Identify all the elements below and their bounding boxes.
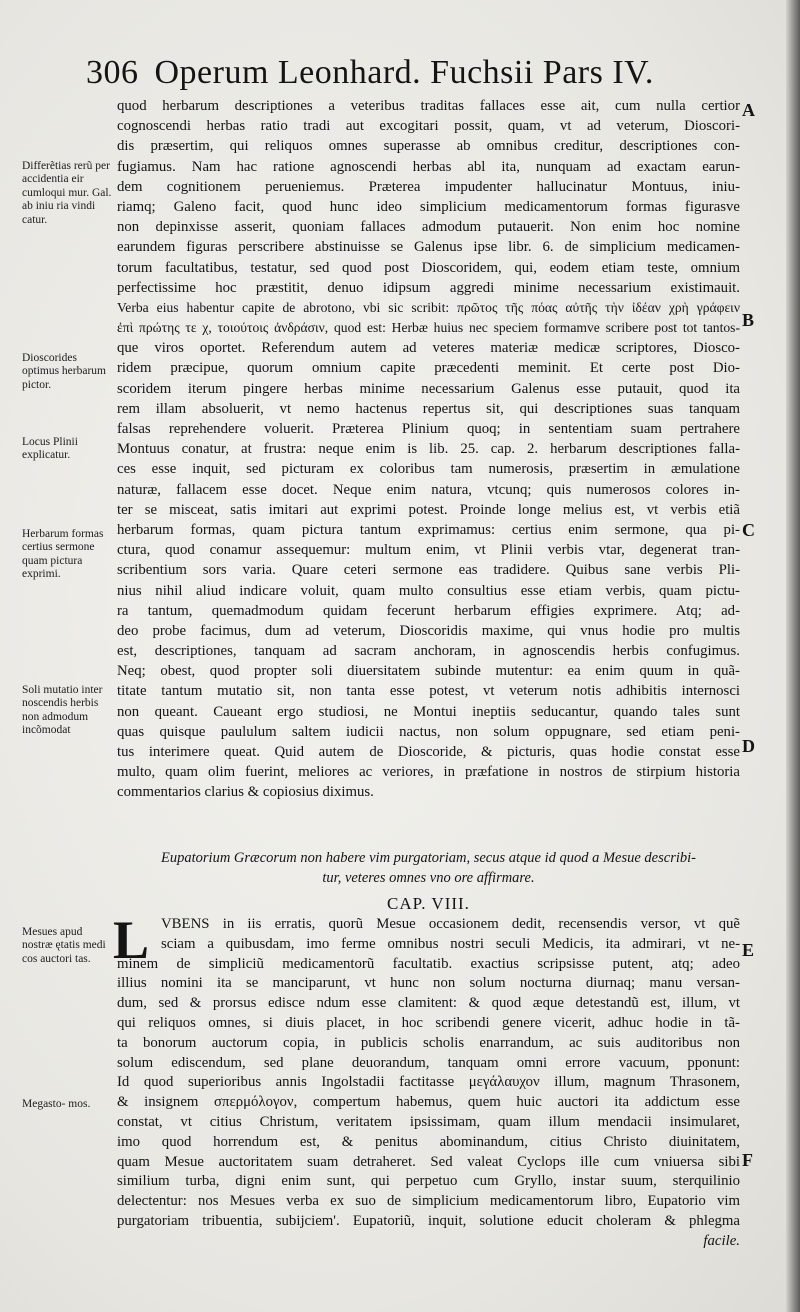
side-letter-c: C (742, 520, 755, 540)
body-line: commentarios clarius & copiosius diximus. (117, 784, 374, 801)
chapter-line: & insignem σπερμόλογον, compertum habemus, quem huic auctori ita addictum esse (117, 1094, 740, 1111)
chapter-line: purgatoriam tribuentia, subijciem'. Eupatoriũ, inquit, solutione educit choleram & phlegma (117, 1212, 740, 1229)
side-letter-f: F (742, 1150, 753, 1170)
body-line: scoridem iterum pingere herbas minime necessarium Galenus esse putauit, quod ita (117, 380, 740, 397)
side-letter-e: E (742, 940, 755, 960)
body-line: riamq; Galeno facit, quod hunc ideo simplicium medicamentorum formas figurasve (117, 198, 740, 215)
side-letter-a: A (742, 100, 755, 120)
page-number: 306 (86, 54, 139, 91)
chapter-line: delectentur: nos Mesues verba ex suo de simplicium medicamentorum libro, Eupatorio vim (117, 1193, 740, 1210)
chapter-heading: CAP. VIII. (387, 894, 470, 913)
body-line: fugiamus. Nam hac ratione agnoscendi herbas abl ita, nunquam ad exactam earun- (117, 158, 740, 175)
body-line: tus interimere queat. Quid autem de Dioscoride, & picturis, quas hodie constat esse (117, 744, 740, 760)
margin-note-soli: Soli mutatio inter noscendis herbis non admodum incõmodat (22, 684, 103, 737)
body-line: ces esse inquit, sed picturam ex coloribus tam numerosis, præsertim in æmulatione (117, 461, 740, 478)
body-line: non queant. Caueant ergo studiosi, ne Montui ineptiis seducantur, quando tales sunt (117, 703, 740, 720)
body-line: falsas reprehendere voluerit. Præterea Plinium quoq; in sententiam suam pertrahere (117, 421, 740, 437)
drop-cap: L (113, 910, 150, 970)
chapter-line: constat, vt citius Christum, veritatem ipsissimam, quam illum mendacii insimularet, (117, 1113, 740, 1130)
body-line: Neq; obest, quod propter soli diuersitatem subinde mutentur: ea enim quum in quã- (117, 663, 740, 680)
margin-note-mesues: Mesues apud nostræ ętatis medi cos auctori tas. (22, 926, 106, 965)
body-line: naturæ, fallacem esse docet. Neque enim natura, vtcunq; quis numerosos colores in- (117, 481, 740, 498)
chapter-line: qui reliquos omnes, si diuis placet, in hoc scribendi genere vicerit, adhuc hodie in tã- (117, 1014, 740, 1031)
chapter-line: solum ediscendum, sed plane deuorandum, tanquam omni errore vacuum, pponunt: (117, 1054, 740, 1071)
body-line: quod herbarum descriptiones a veteribus traditas fallaces esse ait, cum nulla certior (117, 98, 740, 114)
summary-line: Eupatorium Græcorum non habere vim purgatoriam, secus atque id quod a Mesue describi- (161, 850, 696, 866)
body-line: dis præsertim, qui reliquos omnes superasse ab omnibus creditur, descriptiones con- (117, 138, 740, 155)
chapter-line: dum, sed & prorsus edisce ndum esse clamitent: & quod æque detestandũ est, illum, vt (117, 995, 740, 1012)
body-line: herbarum formas, quam pictura tantum exprimamus: certius enim sermone, qua pi- (117, 521, 740, 538)
chapter-line: ta bonorum auctorum copia, in publicis scholis enarrandum, ac suis auditoribus non (117, 1034, 740, 1051)
chapter-line: similium turba, digni enim sunt, qui perpetuo cum Gryllo, instar suum, sterquilinio (117, 1173, 740, 1190)
body-line: deo probe facimus, dum ad veterum, Dioscoridis maxime, qui vnus hodie pro multis (117, 622, 740, 639)
body-line: non depinxisse asserit, quoniam fallaces admodum putauerit. Non enim hoc nomine (117, 219, 740, 236)
chapter-line: illius nomini ita se manciparunt, vt hunc non solum nocturna diurnaq; manu versan- (117, 975, 740, 992)
body-line: ctura, quod conamur assequemur: multum enim, vt Plinii verbis vtar, degenerat tran- (117, 542, 740, 559)
body-line: multo, quam olim fuerint, meliores ac veriores, in præfatione in nostros de stirpium historia (117, 764, 740, 781)
margin-note-dioscorides: Dioscorides optimus herbarum pictor. (22, 352, 106, 391)
body-line: cognoscendi herbas ratio tradi aut excogitari possit, quam, vt ad veterum, Dioscori- (117, 118, 740, 135)
side-letter-d: D (742, 736, 755, 756)
body-line: ridem præcipue, quorum omnium capite præcedenti meminit. Et certe post Dio- (117, 360, 740, 377)
body-line: ra tantum, quemadmodum quidam fecerunt herbarum effigies exprimere. Atq; ad- (117, 602, 740, 619)
body-line: titate tantum mutatio sit, non tanta esse potest, vt veterum notis adhibitis internosci (117, 683, 740, 700)
body-line: earundem figuras perscribere abstinuisse se Galenus ipse libr. 6. de simplicium medicamen- (117, 239, 740, 256)
margin-note-herbarum: Herbarum formas certius sermone quam pictura exprimi. (22, 528, 104, 581)
chapter-line: VBENS in iis erratis, quorũ Mesue occasionem dedit, recensendis versor, vt quẽ (161, 916, 740, 932)
body-line: nius nihil aliud indicare voluit, quam multo consultius esse etiam verbis, quam pictu- (117, 582, 740, 599)
margin-note-differentias: Differẽtias rerũ per accidentia eir cumloqui mur. Gal. ab iniu ria vindi catur. (22, 160, 112, 226)
running-header (86, 48, 706, 98)
chapter-line: facile. (703, 1232, 740, 1249)
body-line: scribentium sors varia. Quare ceteri sermone eas tradidere. Quibus sane verbis Pli- (117, 562, 740, 579)
body-line: Montuus conatur, at frustra: neque enim is lib. 25. cap. 2. herbarum descriptiones falla- (117, 441, 740, 458)
body-line: torum facultatibus, testatur, sed quod post Dioscoridem, qui, eodem etiam teste, omnium (117, 259, 740, 276)
summary-line: tur, veteres omnes vno ore affirmare. (322, 870, 535, 886)
body-line: ἐπὶ πρώτης τε χ, τοιούτοις ἀνδράσιν, quod est: Herbæ huius nec speciem formamve scribere post tot tantos- (117, 320, 740, 336)
chapter-line: sciam a quibusdam, imo ferme omnibus nostri seculi Medicis, ita admirari, vt ne- (161, 935, 740, 952)
chapter-line: imo quod horrendum est, & penitus abominandum, citius Christo diuinitatem, (117, 1133, 740, 1150)
body-line: est, descriptiones, tanquam ad sacram anchoram, in agnoscendis herbis confugimus. (117, 643, 740, 660)
chapter-line: quam Mesue auctoritatem suam detraheret. Sed valeat Cyclops ille cum vniuersa sibi (117, 1153, 740, 1170)
margin-note-megasto: Megasto- mos. (22, 1098, 91, 1110)
body-line: dem cognitionem perueniemus. Præterea impudenter hallucinatur Montuus, iniu- (117, 178, 740, 195)
body-line: Verba eius habentur capite de abrotono, vbi sic scribit: πρῶτος τῆς πόας αὐτῆς τὴν ἰδέαν χρὴ γράφειν (117, 299, 740, 315)
body-line: rem illam absoluerit, vt nemo hactenus repertus sit, qui descriptiones suas tanquam (117, 400, 740, 417)
chapter-line: minem de simpliciũ medicamentorũ facultatib. exactius scripsisse putent, atq; adeo (117, 955, 740, 972)
side-letter-b: B (742, 310, 755, 330)
body-line: que viros oportet. Referendum autem ad veteres materiæ medicæ scriptores, Diosco- (117, 340, 740, 357)
running-title: Operum Leonhard. Fuchsii Pars IV. (154, 54, 654, 91)
body-line: ter se misceat, satis imitari aut exprimi potest. Proinde longe melius est, vt verbis etiã (117, 501, 740, 518)
page-gutter (786, 0, 800, 1312)
body-line: quas quisque paululum saltem iudicii nactus, non solum oppugnare, sed etiam peni- (117, 723, 740, 740)
chapter-line: Id quod superioribus annis Ingolstadii factitasse μεγάλαυχον illum, magnum Thrasonem, (117, 1074, 740, 1091)
body-line: perfectissime hoc præstitit, denuo idipsum aggredi minime necessarium existimauit. (117, 279, 740, 296)
chapter-body (117, 915, 740, 1252)
margin-note-plinii: Locus Plinii explicatur. (22, 436, 78, 462)
chapter-summary (117, 848, 740, 888)
body-text (117, 96, 740, 803)
